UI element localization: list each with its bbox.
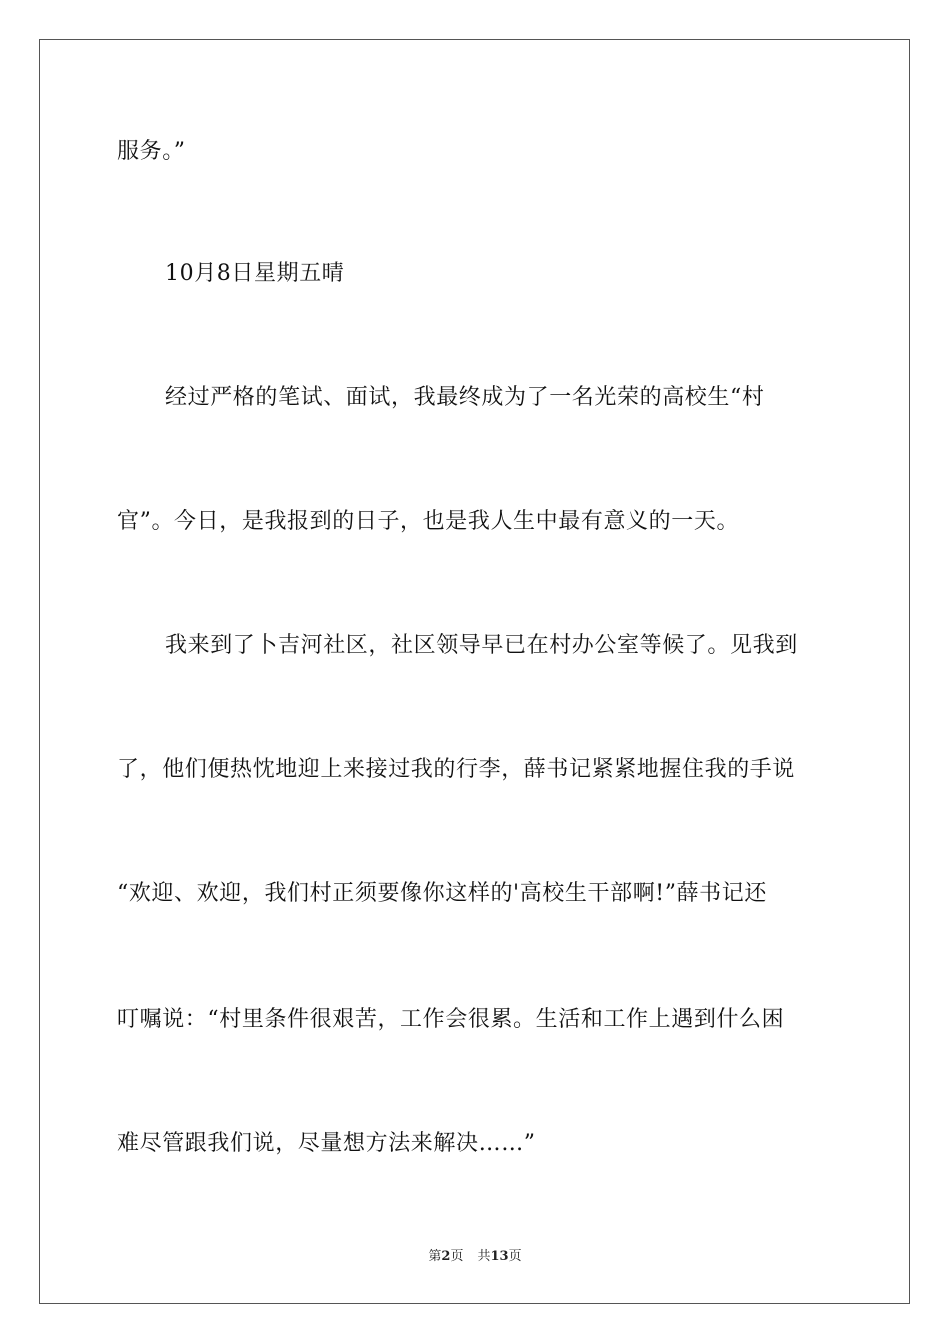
total-prefix: 共 (477, 1249, 491, 1264)
total-suffix: 页 (508, 1249, 522, 1264)
page-total: 13 (490, 1249, 509, 1264)
text-line-1: 服务。” (117, 139, 186, 164)
page-footer (0, 1248, 950, 1266)
text-line-6: 了，他们便热忱地迎上来接过我的行李，薛书记紧紧地握住我的手说 (117, 757, 796, 782)
page-suffix: 页 (450, 1249, 464, 1264)
text-line-9: 难尽管跟我们说，尽量想方法来解决……” (117, 1131, 536, 1156)
text-line-3: 经过严格的笔试、面试，我最终成为了一名光荣的高校生“村 (165, 385, 765, 410)
text-line-7: “欢迎、欢迎，我们村正须要像你这样的'高校生干部啊!”薛书记还 (117, 881, 767, 906)
page-current: 2 (441, 1249, 451, 1264)
date-line: 10月8日星期五晴 (165, 261, 345, 286)
text-line-5: 我来到了卜吉河社区，社区领导早已在村办公室等候了。见我到 (165, 633, 798, 658)
page-prefix: 第 (428, 1249, 442, 1264)
text-line-8: 叮嘱说：“村里条件很艰苦，工作会很累。生活和工作上遇到什么困 (117, 1007, 785, 1032)
text-line-4: 官”。今日，是我报到的日子，也是我人生中最有意义的一天。 (117, 509, 740, 534)
page-border (39, 39, 910, 1304)
